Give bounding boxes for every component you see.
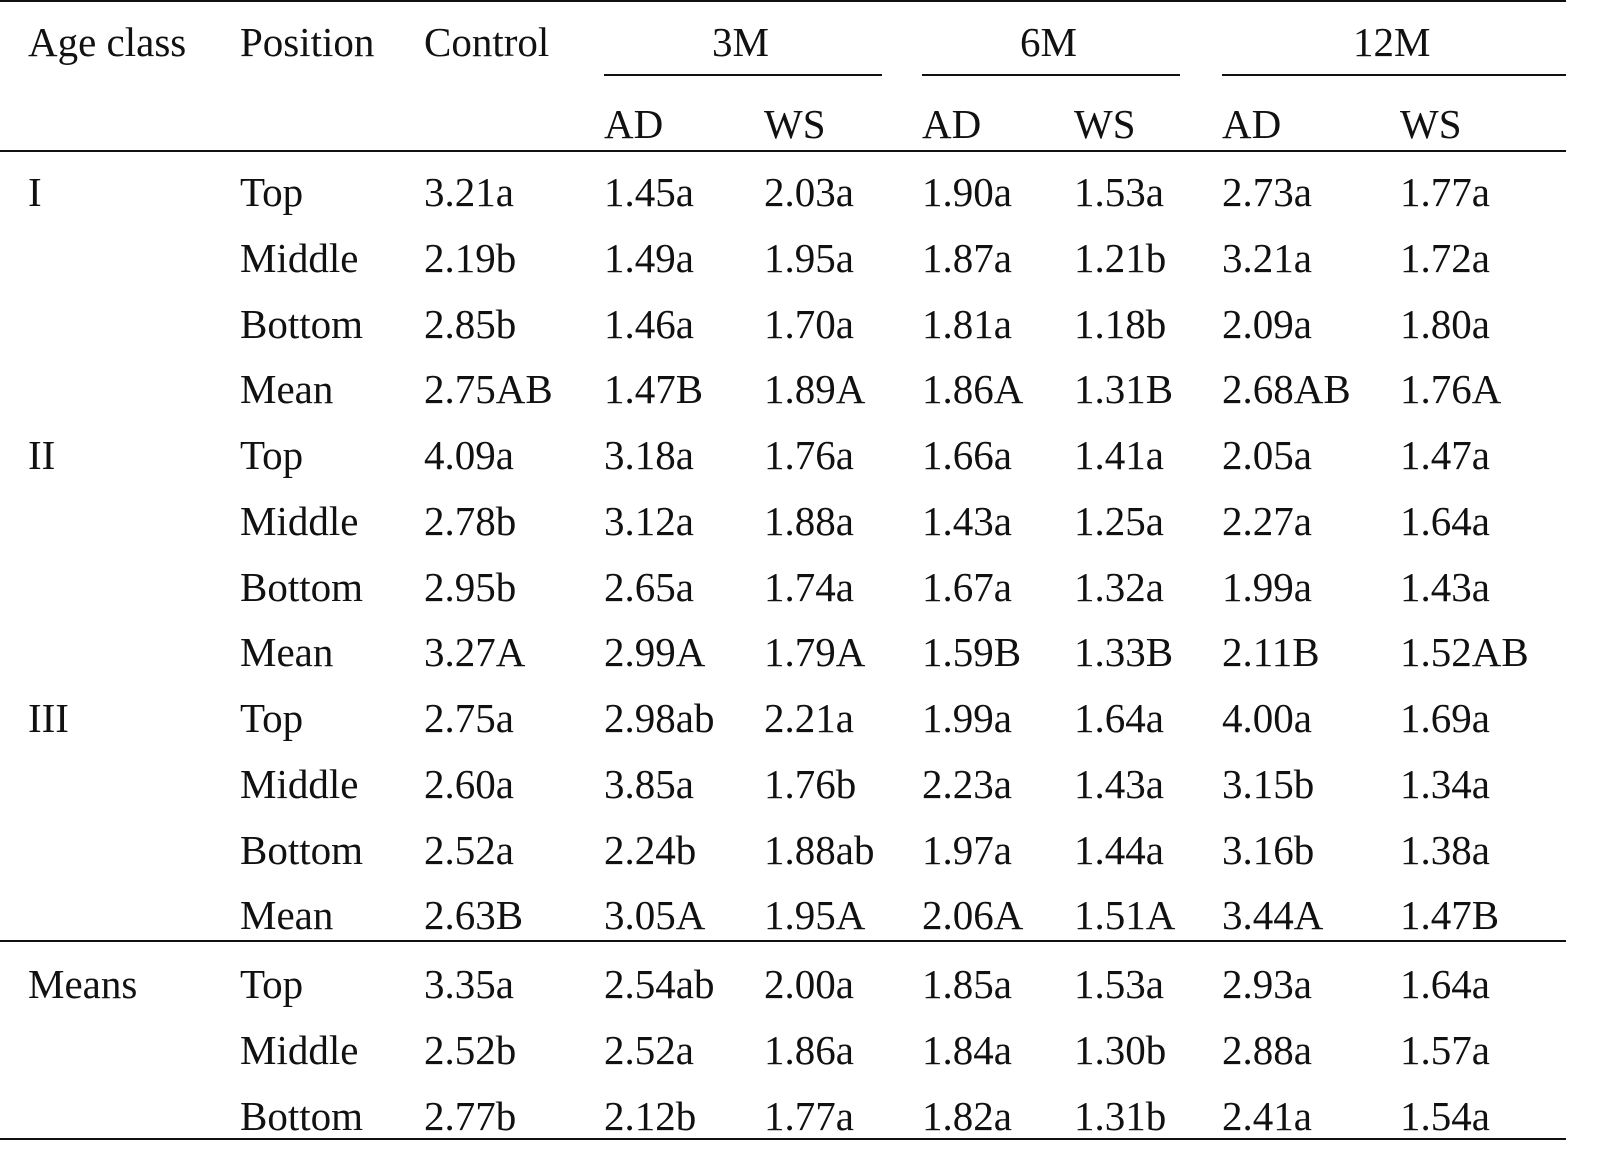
means-section-rule: [0, 940, 1566, 942]
cell-3m-ws: 1.88a: [764, 498, 854, 544]
cell-12m-ad: 4.00a: [1222, 695, 1312, 741]
top-rule: [0, 0, 1566, 2]
cell-12m-ws: 1.52AB: [1400, 629, 1529, 675]
cell-3m-ad: 3.18a: [604, 432, 694, 478]
cell-position: Top: [240, 169, 304, 215]
cell-3m-ws: 1.74a: [764, 564, 854, 610]
cell-6m-ad: 1.43a: [922, 498, 1012, 544]
cell-6m-ws: 1.21b: [1074, 235, 1167, 281]
cell-6m-ws: 1.33B: [1074, 629, 1174, 675]
cell-3m-ws: 1.79A: [764, 629, 866, 675]
header-group-12m: 12M: [1353, 19, 1431, 65]
cell-12m-ad: 3.16b: [1222, 827, 1315, 873]
cell-6m-ws: 1.53a: [1074, 169, 1164, 215]
cell-3m-ws: 1.76a: [764, 432, 854, 478]
cell-control: 2.52b: [424, 1027, 517, 1073]
cell-6m-ad: 1.87a: [922, 235, 1012, 281]
cell-12m-ad: 3.44A: [1222, 892, 1324, 938]
subheader-3m-ad: AD: [604, 101, 664, 147]
cell-3m-ws: 1.70a: [764, 301, 854, 347]
cell-3m-ad: 2.65a: [604, 564, 694, 610]
cell-12m-ad: 2.93a: [1222, 961, 1312, 1007]
cell-position: Bottom: [240, 564, 364, 610]
cell-6m-ad: 2.06A: [922, 892, 1024, 938]
cell-3m-ad: 3.85a: [604, 761, 694, 807]
cell-position: Bottom: [240, 301, 364, 347]
cell-3m-ws: 2.21a: [764, 695, 854, 741]
cell-control: 2.75a: [424, 695, 514, 741]
cell-position: Middle: [240, 498, 359, 544]
cell-age-class: II: [28, 432, 56, 478]
cell-control: 3.21a: [424, 169, 514, 215]
cell-6m-ad: 1.99a: [922, 695, 1012, 741]
subheader-6m-ws: WS: [1074, 101, 1136, 147]
cell-position: Mean: [240, 366, 334, 412]
cell-12m-ws: 1.76A: [1400, 366, 1502, 412]
cell-12m-ws: 1.54a: [1400, 1093, 1490, 1139]
cell-position: Top: [240, 432, 304, 478]
cell-position: Top: [240, 961, 304, 1007]
cell-6m-ad: 1.86A: [922, 366, 1024, 412]
cell-control: 3.27A: [424, 629, 526, 675]
cell-position: Bottom: [240, 1093, 364, 1139]
cell-12m-ad: 2.11B: [1222, 629, 1320, 675]
cell-3m-ws: 1.95a: [764, 235, 854, 281]
cell-age-class: III: [28, 695, 69, 741]
cell-6m-ws: 1.31b: [1074, 1093, 1167, 1139]
cell-control: 2.60a: [424, 761, 514, 807]
cell-6m-ws: 1.64a: [1074, 695, 1164, 741]
cell-3m-ad: 1.49a: [604, 235, 694, 281]
cell-control: 2.78b: [424, 498, 517, 544]
subheader-6m-ad: AD: [922, 101, 982, 147]
cell-12m-ws: 1.34a: [1400, 761, 1490, 807]
cell-3m-ws: 1.89A: [764, 366, 866, 412]
cell-3m-ws: 1.76b: [764, 761, 857, 807]
cell-6m-ws: 1.30b: [1074, 1027, 1167, 1073]
group-rule-6m: [922, 74, 1180, 76]
cell-control: 2.19b: [424, 235, 517, 281]
cell-6m-ad: 2.23a: [922, 761, 1012, 807]
cell-6m-ws: 1.43a: [1074, 761, 1164, 807]
cell-6m-ad: 1.59B: [922, 629, 1022, 675]
cell-12m-ws: 1.64a: [1400, 498, 1490, 544]
cell-12m-ws: 1.47B: [1400, 892, 1500, 938]
cell-position: Bottom: [240, 827, 364, 873]
cell-position: Top: [240, 695, 304, 741]
cell-12m-ws: 1.80a: [1400, 301, 1490, 347]
cell-3m-ws: 1.77a: [764, 1093, 854, 1139]
cell-6m-ws: 1.44a: [1074, 827, 1164, 873]
cell-6m-ws: 1.31B: [1074, 366, 1174, 412]
cell-3m-ad: 2.52a: [604, 1027, 694, 1073]
cell-position: Middle: [240, 235, 359, 281]
cell-6m-ws: 1.25a: [1074, 498, 1164, 544]
cell-12m-ad: 2.41a: [1222, 1093, 1312, 1139]
header-control: Control: [424, 19, 550, 65]
cell-12m-ws: 1.69a: [1400, 695, 1490, 741]
cell-6m-ws: 1.51A: [1074, 892, 1176, 938]
cell-3m-ad: 2.54ab: [604, 961, 715, 1007]
subheader-12m-ws: WS: [1400, 101, 1462, 147]
cell-12m-ad: 2.73a: [1222, 169, 1312, 215]
cell-12m-ws: 1.77a: [1400, 169, 1490, 215]
group-rule-12m: [1222, 74, 1566, 76]
cell-6m-ws: 1.32a: [1074, 564, 1164, 610]
cell-6m-ad: 1.66a: [922, 432, 1012, 478]
cell-3m-ws: 1.95A: [764, 892, 866, 938]
cell-control: 2.52a: [424, 827, 514, 873]
cell-3m-ad: 2.12b: [604, 1093, 697, 1139]
cell-6m-ad: 1.84a: [922, 1027, 1012, 1073]
subheader-3m-ws: WS: [764, 101, 826, 147]
cell-age-class: Means: [28, 961, 138, 1007]
header-position: Position: [240, 19, 375, 65]
subheader-12m-ad: AD: [1222, 101, 1282, 147]
cell-12m-ad: 2.09a: [1222, 301, 1312, 347]
cell-3m-ad: 2.98ab: [604, 695, 715, 741]
group-rule-3m: [604, 74, 882, 76]
header-group-3m: 3M: [712, 19, 769, 65]
header-age-class: Age class: [28, 19, 187, 65]
cell-3m-ad: 1.45a: [604, 169, 694, 215]
cell-6m-ad: 1.82a: [922, 1093, 1012, 1139]
cell-6m-ws: 1.41a: [1074, 432, 1164, 478]
cell-6m-ad: 1.81a: [922, 301, 1012, 347]
cell-12m-ws: 1.38a: [1400, 827, 1490, 873]
cell-position: Mean: [240, 892, 334, 938]
cell-12m-ws: 1.64a: [1400, 961, 1490, 1007]
cell-12m-ad: 2.88a: [1222, 1027, 1312, 1073]
cell-12m-ad: 2.05a: [1222, 432, 1312, 478]
cell-6m-ad: 1.67a: [922, 564, 1012, 610]
cell-3m-ws: 2.03a: [764, 169, 854, 215]
cell-position: Mean: [240, 629, 334, 675]
cell-12m-ad: 3.21a: [1222, 235, 1312, 281]
cell-3m-ad: 2.99A: [604, 629, 706, 675]
cell-position: Middle: [240, 761, 359, 807]
cell-3m-ad: 2.24b: [604, 827, 697, 873]
cell-control: 2.75AB: [424, 366, 553, 412]
cell-12m-ad: 1.99a: [1222, 564, 1312, 610]
cell-3m-ad: 3.12a: [604, 498, 694, 544]
cell-3m-ws: 1.88ab: [764, 827, 875, 873]
cell-12m-ws: 1.43a: [1400, 564, 1490, 610]
cell-3m-ad: 3.05A: [604, 892, 706, 938]
cell-6m-ad: 1.85a: [922, 961, 1012, 1007]
cell-control: 2.77b: [424, 1093, 517, 1139]
cell-3m-ws: 2.00a: [764, 961, 854, 1007]
cell-12m-ws: 1.72a: [1400, 235, 1490, 281]
cell-3m-ws: 1.86a: [764, 1027, 854, 1073]
cell-age-class: I: [28, 169, 42, 215]
cell-control: 2.63B: [424, 892, 524, 938]
header-rule: [0, 150, 1566, 152]
cell-12m-ws: 1.47a: [1400, 432, 1490, 478]
cell-control: 2.95b: [424, 564, 517, 610]
cell-control: 3.35a: [424, 961, 514, 1007]
cell-3m-ad: 1.46a: [604, 301, 694, 347]
cell-control: 2.85b: [424, 301, 517, 347]
cell-6m-ws: 1.53a: [1074, 961, 1164, 1007]
cell-3m-ad: 1.47B: [604, 366, 704, 412]
cell-position: Middle: [240, 1027, 359, 1073]
cell-12m-ws: 1.57a: [1400, 1027, 1490, 1073]
header-group-6m: 6M: [1020, 19, 1077, 65]
cell-12m-ad: 2.27a: [1222, 498, 1312, 544]
cell-6m-ad: 1.97a: [922, 827, 1012, 873]
cell-12m-ad: 3.15b: [1222, 761, 1315, 807]
cell-12m-ad: 2.68AB: [1222, 366, 1351, 412]
cell-6m-ws: 1.18b: [1074, 301, 1167, 347]
cell-6m-ad: 1.90a: [922, 169, 1012, 215]
cell-control: 4.09a: [424, 432, 514, 478]
